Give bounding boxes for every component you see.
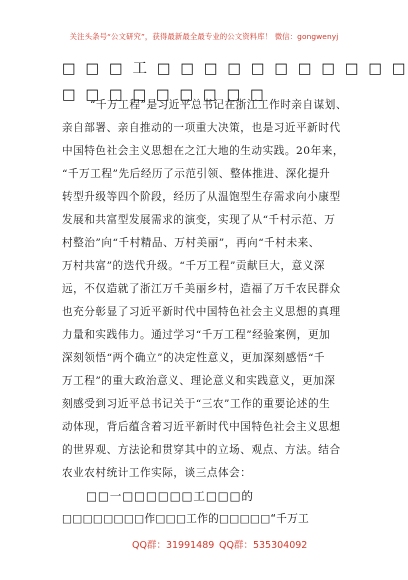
paragraph-line: 发展和共富型发展需求的演变，实现了从“千村示范、万 — [62, 214, 336, 226]
paragraph-line: 中国特色社会主义思想在之江大地的生动实践。20年来， — [62, 145, 345, 157]
footer-qq-group-2: QQ群：535304092 — [219, 540, 308, 551]
paragraph-line: 亲自部署、亲自推动的一项重大决策，也是习近平新时代 — [62, 122, 341, 134]
section-line: □□□□□□□□作□□□工作的□□□□□“千万工 — [62, 513, 309, 525]
document-title-line-2: □ □ □ □ □ □ □ □ □ — [62, 87, 267, 103]
footer-qq-group-1: QQ群：31991489 — [132, 540, 215, 551]
paragraph-line: 转型升级等四个阶段，经历了从温饱型生存需求向小康型 — [62, 191, 341, 203]
section-heading: □□一□□□□□□工□□□的 — [86, 489, 254, 503]
paragraph-line: “千万工程”先后经历了示范引领、整体推进、深化提升 — [62, 168, 331, 180]
paragraph-line: 深刻领悟“两个确立”的决定性意义，更加深刻感悟“千 — [62, 352, 326, 364]
paragraph-line: 远，不仅造就了浙江万千美丽乡村，造福了万千农民群众 — [62, 283, 341, 295]
paragraph-line: “千万工程”是习近平总书记在浙江工作时亲自谋划、 — [90, 99, 348, 111]
paragraph-line: 农业农村统计工作实际，谈三点体会： — [62, 467, 252, 479]
header-banner: 关注头条号“公文研究”，获得最新最全最专业的公文资料库！ 微信：gongwenyj — [69, 32, 339, 41]
paragraph-line: 动体现，背后蕴含着习近平新时代中国特色社会主义思想 — [62, 421, 341, 433]
paragraph-line: 万工程”的重大政治意义、理论意义和实践意义，更加深 — [62, 375, 336, 387]
paragraph-line: 万村共富”的迭代升级。“千万工程”贡献巨大，意义深 — [62, 260, 326, 272]
paragraph-line: 刻感受到习近平总书记关于“三农”工作的重要论述的生 — [62, 398, 331, 410]
document-title-line-1: □ □ □ 工 □ □ □ □ □ □ □ □ □ □ □ — [62, 61, 408, 77]
paragraph-line: 村整治”向“千村精品、万村美丽”，再向“千村未来、 — [62, 237, 320, 249]
paragraph-line: 也充分彰显了习近平新时代中国特色社会主义思想的真理 — [62, 306, 341, 318]
paragraph-line: 力量和实践伟力。通过学习“千万工程”经验案例，更加 — [62, 329, 331, 341]
paragraph-line: 的世界观、方法论和贯穿其中的立场、观点、方法。结合 — [62, 444, 341, 456]
